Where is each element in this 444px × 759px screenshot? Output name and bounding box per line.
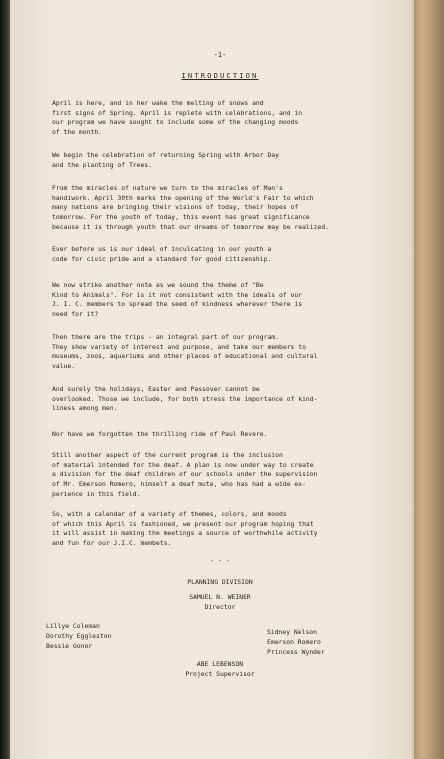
director-title: Director — [204, 603, 236, 611]
book-page-edges — [412, 0, 444, 759]
supervisor-title: Project Supervisor — [185, 670, 255, 678]
staff-right-2: Emerson Romero — [267, 638, 321, 646]
paragraph-closing: So, with a calendar of a variety of themes, colors, and moods of which this April is fashioned, we present our program hoping that it will assist in making the meetings a source of worthwhile activity and fun for our J.I.C. membets. — [52, 510, 318, 548]
paragraph-holidays: And surely the holidays, Easter and Passover cannot be overlooked. Those we include, for both stress the importance of kind- liness among men. — [52, 385, 318, 413]
paragraph-deaf-program: Still another aspect of the current program is the inclusion of material intended for the deaf. A plan is now under way to create a division for the deaf children of our schools under the supervision of Mr. Emerson Romero, himself a deaf mute, who has had a wide ex- perience in this field. — [52, 451, 318, 498]
paragraph-april: April is here, and in her wake the melting of snows and first signs of Spring. April is replete with celebrations, and in our program we have sought to include some of the changing moods of the month. — [52, 99, 303, 137]
paragraph-paul-revere: Nor have we forgotten the thrilling ride of Paul Revere. — [52, 430, 268, 438]
page-edge-highlight — [412, 0, 414, 759]
book-binding — [0, 0, 10, 759]
paragraph-kind-to-animals: We now strike another note as we sound the theme of "Be Kind to Animals". For is it not consistent with the ideals of our J. I. C. members to spread the seed of kindness wherever there is need for it? — [52, 281, 303, 319]
separator: - - - — [210, 556, 230, 564]
document-heading: INTRODUCTION — [181, 72, 259, 80]
staff-left-3: Bessie Gonor — [46, 642, 93, 650]
division-title: PLANNING DIVISION — [187, 578, 253, 586]
paragraph-worlds-fair: From the miracles of nature we turn to the miracles of Man's handiwork. April 30th marks the opening of the World's Fair to which many nations are bringing their visions of today, their hopes of tomorrow. For the youth of today, this event has great significance because it is through youth that our dreams of tomorrow may be realized. — [52, 184, 330, 231]
paragraph-trips: Then there are the trips - an integral part of our program. They show variety of interest and purpose, and take our members to museums, zoos, aquariums and other places of educational and cultural value. — [52, 333, 318, 371]
paragraph-arbor-day: We begin the celebration of returning Spring with Arbor Day and the planting of Trees. — [52, 151, 280, 169]
staff-left-2: Dorothy Eggleston — [46, 632, 112, 640]
page-number: -1- — [213, 51, 227, 59]
staff-right-1: Sidney Nelson — [267, 628, 318, 636]
director-name: SAMUEL N. WEINER — [189, 593, 251, 601]
paragraph-civic-pride: Ever before us is our ideal of inculcating in our youth a code for civic pride and a standard for good citizenship. — [52, 245, 272, 263]
supervisor-name: ABE LEBENSON — [196, 660, 244, 668]
staff-right-3: Princess Wynder — [267, 648, 325, 656]
staff-left-1: Lillye Coleman — [46, 622, 100, 630]
